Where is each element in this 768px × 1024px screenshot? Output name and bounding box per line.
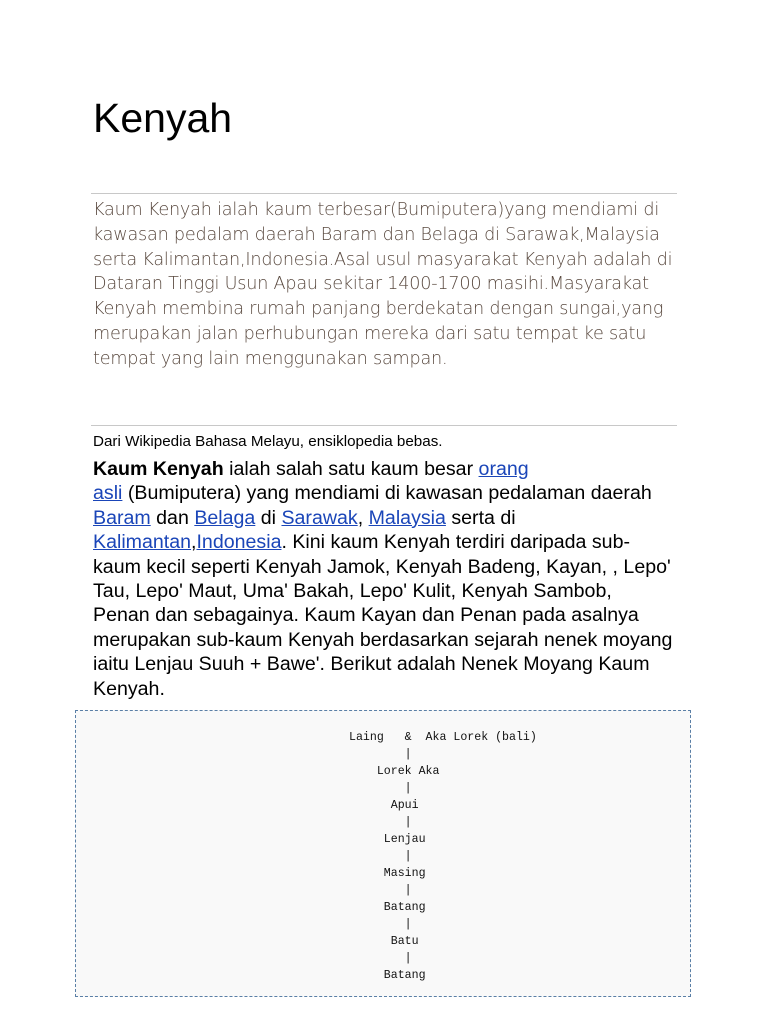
link-malaysia[interactable]: Malaysia — [368, 506, 446, 529]
link-sarawak[interactable]: Sarawak — [281, 506, 358, 529]
tree-line: Batu — [349, 935, 419, 948]
tree-line: | — [349, 850, 412, 863]
article-text: serta di — [445, 506, 516, 529]
genealogy-box — [75, 710, 691, 997]
article-text: ialah salah satu kaum besar — [223, 458, 479, 480]
page-title: Kenyah — [93, 95, 233, 141]
tree-line: | — [349, 748, 412, 761]
article-subject: Kaum Kenyah — [93, 458, 224, 480]
article-text: . Kini kaum Kenyah terdiri daripada sub-kaum kecil seperti Kenyah Jamok, Kenyah Badeng, Kayan, , Lepo' Tau, Lepo' Maut, Uma' Bakah, Lepo' Kulit, Kenyah Sambob, Penan dan sebagainya. Kaum Kayan dan Penan pada asalnya merupakan sub-kaum Kenyah berdasarkan sejarah nenek moyang iaitu Lenjau Suuh + Bawe'. Berikut adalah Nenek Moyang Kaum Kenyah. — [93, 531, 673, 700]
tree-line: | — [349, 918, 412, 931]
article-text: (Bumiputera) yang mendiami di kawasan pedalaman daerah — [122, 482, 652, 505]
source-note: Dari Wikipedia Bahasa Melayu, ensiklopedia bebas. — [93, 433, 443, 450]
link-asli[interactable]: asli — [93, 482, 123, 505]
article-paragraph — [93, 457, 673, 701]
tree-line: | — [349, 816, 412, 829]
tree-line: Laing & Aka Lorek (bali) — [349, 731, 537, 744]
genealogy-tree — [349, 729, 537, 984]
intro-paragraph: Kaum Kenyah ialah kaum terbesar(Bumiputera)yang mendiami di kawasan pedalam daerah Baram dan Belaga di Sarawak,Malaysia serta Kalimantan,Indonesia.Asal usul masyarakat Kenyah adalah di Dataran Tinggi Usun Apau sekitar 1400-1700 masihi.Masyarakat Kenyah membina rumah panjang berdekatan dengan sungai,yang merupakan jalan perhubungan mereka dari satu tempat ke satu tempat yang lain menggunakan sampan. — [93, 200, 673, 369]
bottom-divider — [91, 425, 677, 426]
tree-line: Batang — [349, 901, 426, 914]
tree-line: Batang — [349, 969, 426, 982]
link-belaga[interactable]: Belaga — [194, 506, 256, 529]
article-text: , — [191, 531, 197, 554]
tree-line: | — [349, 782, 412, 795]
tree-line: Lorek Aka — [349, 765, 440, 778]
tree-line: Lenjau — [349, 833, 426, 846]
link-baram[interactable]: Baram — [93, 506, 151, 529]
link-indonesia[interactable]: Indonesia — [196, 531, 282, 554]
tree-line: | — [349, 952, 412, 965]
article-text: , — [357, 506, 369, 529]
link-kalimantan[interactable]: Kalimantan — [93, 531, 192, 554]
article-text: dan — [150, 506, 195, 529]
article-text: di — [255, 506, 282, 529]
tree-line: | — [349, 884, 412, 897]
link-orang[interactable]: orang — [478, 458, 529, 480]
tree-line: Apui — [349, 799, 419, 812]
tree-line: Masing — [349, 867, 426, 880]
top-divider — [91, 193, 677, 194]
